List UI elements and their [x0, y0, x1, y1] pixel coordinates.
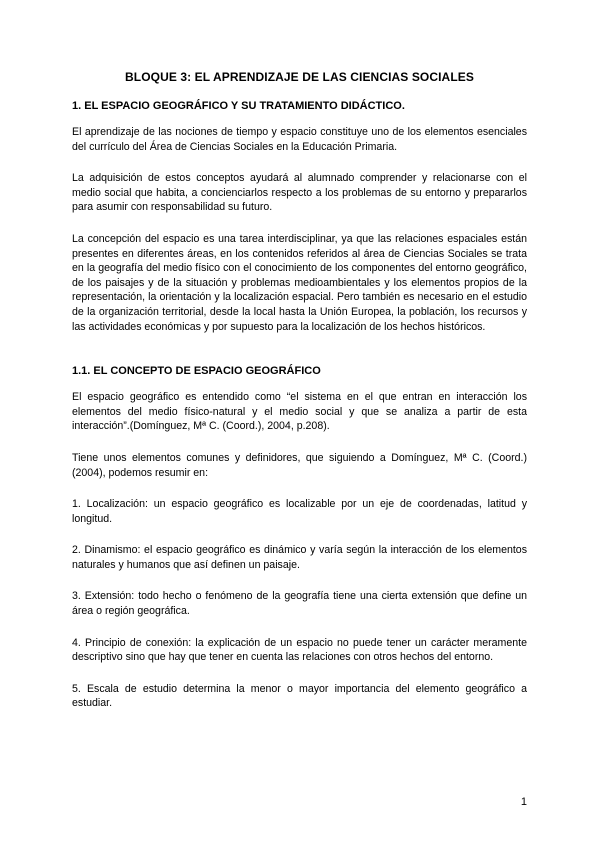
paragraph: La concepción del espacio es una tarea interdisciplinar, ya que las relaciones espaciales están presentes en diferentes áreas, en los contenidos referidos al área de Ciencias Sociales se trata en la geografía del medio físico con el conocimiento de los componentes del entorno geográfico, de los paisajes y de la situación y problemas medioambientales y los elementos propios de la representación, la orientación y la localización espacial. Pero también es necesario en el estudio de la organización territorial, desde la local hasta la Unión Europea, la población, los recursos y las actividades económicas y por supuesto para la localización de los hechos históricos. [72, 232, 527, 333]
paragraph: Tiene unos elementos comunes y definidores, que siguiendo a Domínguez, Mª C. (Coord.) (2004), podemos resumir en: [72, 451, 527, 479]
paragraph: La adquisición de estos conceptos ayudará al alumnado comprender y relacionarse con el medio social que habita, a concienciarlos respecto a los problemas de su entorno y prepararlos para asumir con responsabilidad su futuro. [72, 172, 527, 214]
section-espacio-geografico [72, 100, 527, 334]
list-item: 3. Extensión: todo hecho o fenómeno de la geografía tiene una cierta extensión que define un área o región geográfica. [72, 590, 527, 618]
list-item: 5. Escala de estudio determina la menor o mayor importancia del elemento geográfico a estudiar. [72, 682, 527, 710]
paragraph: El espacio geográfico es entendido como “el sistema en el que entran en interacción los elementos del medio físico-natural y el medio social y que se analiza a partir de esta interacción”.(Domínguez, Mª C. (Coord.), 2004, p.208). [72, 391, 527, 433]
paragraph: El aprendizaje de las nociones de tiempo y espacio constituye uno de los elementos esenciales del currículo del Área de Ciencias Sociales en la Educación Primaria. [72, 126, 527, 153]
page-number: 1 [520, 796, 527, 808]
document-title: BLOQUE 3: EL APRENDIZAJE DE LAS CIENCIAS SOCIALES [125, 70, 474, 84]
list-item: 2. Dinamismo: el espacio geográfico es dinámico y varía según la interacción de los elementos naturales y humanos que así definen un paisaje. [72, 544, 527, 571]
section-heading: 1.1. EL CONCEPTO DE ESPACIO GEOGRÁFICO [72, 365, 321, 378]
section-concepto-espacio [72, 365, 527, 711]
section-heading: 1. EL ESPACIO GEOGRÁFICO Y SU TRATAMIENTO DIDÁCTICO. [72, 100, 405, 112]
list-item: 1. Localización: un espacio geográfico es localizable por un eje de coordenadas, latitud y longitud. [72, 498, 527, 525]
list-item: 4. Principio de conexión: la explicación de un espacio no puede tener un carácter meramente descriptivo sino que hay que tener en cuenta las relaciones con otros hechos del entorno. [72, 636, 527, 664]
